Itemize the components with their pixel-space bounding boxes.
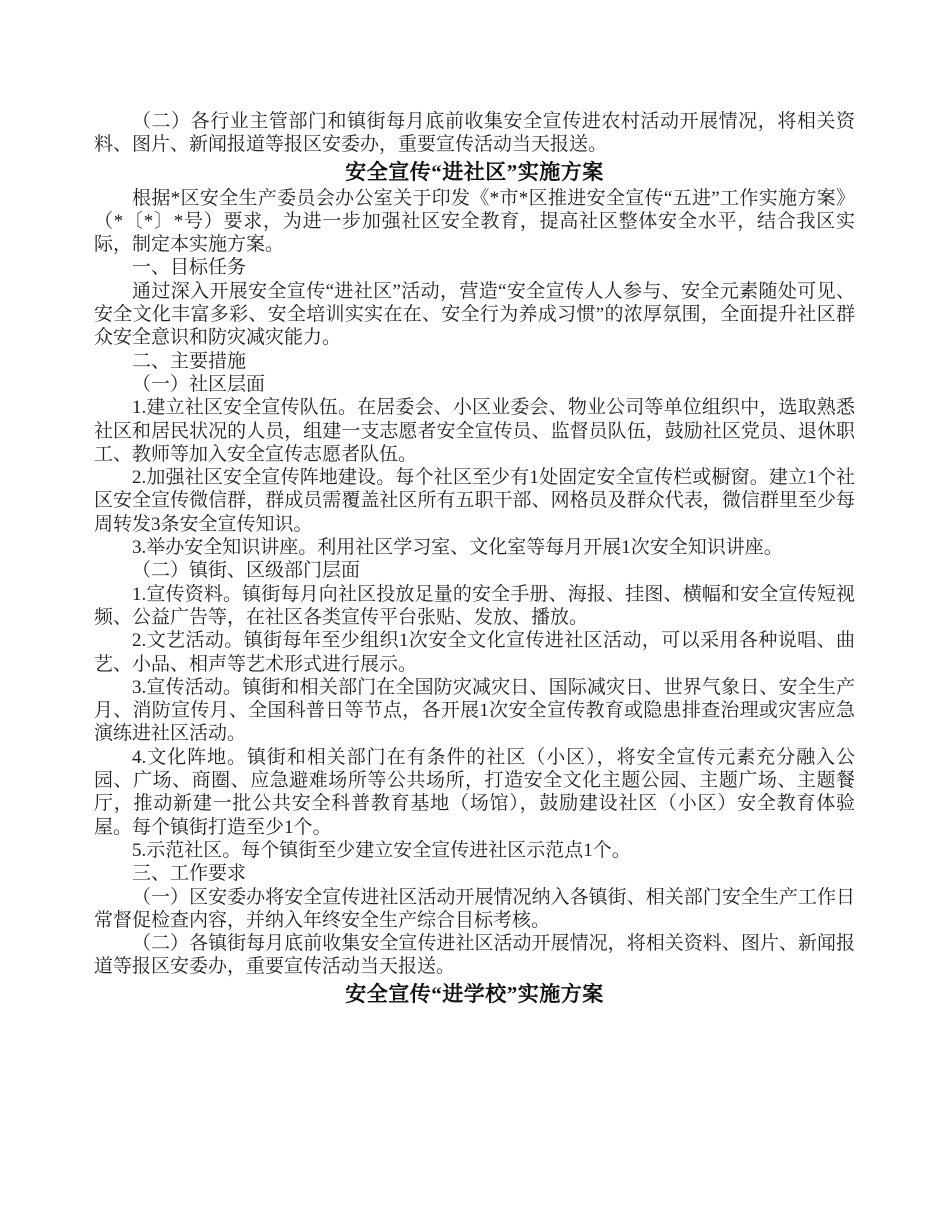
paragraph-township-item4: 4.文化阵地。镇街和相关部门在有条件的社区（小区），将安全宣传元素充分融入公园、广场、商圈、应急避难场所等公共场所，打造安全文化主题公园、主题广场、主题餐厅，推动新建一批公共安全科普教育基地（场馆），鼓励建设社区（小区）安全教育体验屋。每个镇街打造至少1个。 [94,746,855,838]
paragraph-community-item2: 2.加强社区安全宣传阵地建设。每个社区至少有1处固定安全宣传栏或橱窗。建立1个社区安全宣传微信群，群成员需覆盖社区所有五职干部、网格员及群众代表，微信群里至少每周转发3条安全宣传知识。 [94,467,855,535]
paragraph-section1-body: 通过深入开展安全宣传“进社区”活动，营造“安全宣传人人参与、安全元素随处可见、安全文化丰富多彩、安全培训实实在在、安全行为养成习惯”的浓厚氛围，全面提升社区群众安全意识和防灾减灾能力。 [94,280,855,349]
paragraph-township-item3: 3.宣传活动。镇街和相关部门在全国防灾减灾日、国际减灾日、世界气象日、安全生产月、消防宣传月、全国科普日等节点，各开展1次安全宣传教育或隐患排查治理或灾害应急演练进社区活动。 [94,676,855,745]
paragraph-community-item1: 1.建立社区安全宣传队伍。在居委会、小区业委会、物业公司等单位组织中，选取熟悉社区和居民状况的人员，组建一支志愿者安全宣传员、监督员队伍，鼓励社区党员、退休职工、教师等加入安全宣传志愿者队伍。 [94,397,855,465]
paragraph-township-item2: 2.文艺活动。镇街每年至少组织1次安全文化宣传进社区活动，可以采用各种说唱、曲艺、小品、相声等艺术形式进行展示。 [94,630,855,675]
paragraph-township-item5: 5.示范社区。每个镇街至少建立安全宣传进社区示范点1个。 [132,839,631,861]
paragraph-township-item1: 1.宣传资料。镇街每月向社区投放足量的安全手册、海报、挂图、横幅和安全宣传短视频、公益广告等，在社区各类宣传平台张贴、发放、播放。 [94,583,855,628]
paragraph-community-level-heading: （一）社区层面 [132,373,266,395]
paragraph-prev-section-item2: （二）各行业主管部门和镇街每月底前收集安全宣传进农村活动开展情况，将相关资料、图片、新闻报道等报区安委办，重要宣传活动当天报送。 [94,111,855,156]
paragraph-requirements-item2: （二）各镇街每月底前收集安全宣传进社区活动开展情况，将相关资料、图片、新闻报道等报区安委办，重要宣传活动当天报送。 [94,933,855,978]
heading-jinshequ-plan-title: 安全宣传“进社区”实施方案 [345,159,604,184]
heading-jinxuexiao-plan-title: 安全宣传“进学校”实施方案 [345,981,604,1006]
paragraph-township-level-heading: （二）镇街、区级部门层面 [132,560,361,582]
paragraph-section3-heading: 三、工作要求 [132,863,247,885]
document-page [94,110,855,1009]
paragraph-requirements-item1: （一）区安委办将安全宣传进社区活动开展情况纳入各镇街、相关部门安全生产工作日常督促检查内容，并纳入年终安全生产综合目标考核。 [94,886,855,931]
paragraph-community-item3: 3.举办安全知识讲座。利用社区学习室、文化室等每月开展1次安全知识讲座。 [132,537,783,559]
paragraph-section1-heading: 一、目标任务 [132,257,247,279]
paragraph-intro-basis: 根据*区安全生产委员会办公室关于印发《*市*区推进安全宣传“五进”工作实施方案》（*〔*〕*号）要求，为进一步加强社区安全教育，提高社区整体安全水平，结合我区实际，制定本实施方案。 [94,187,855,256]
paragraph-section2-heading: 二、主要措施 [132,350,247,372]
